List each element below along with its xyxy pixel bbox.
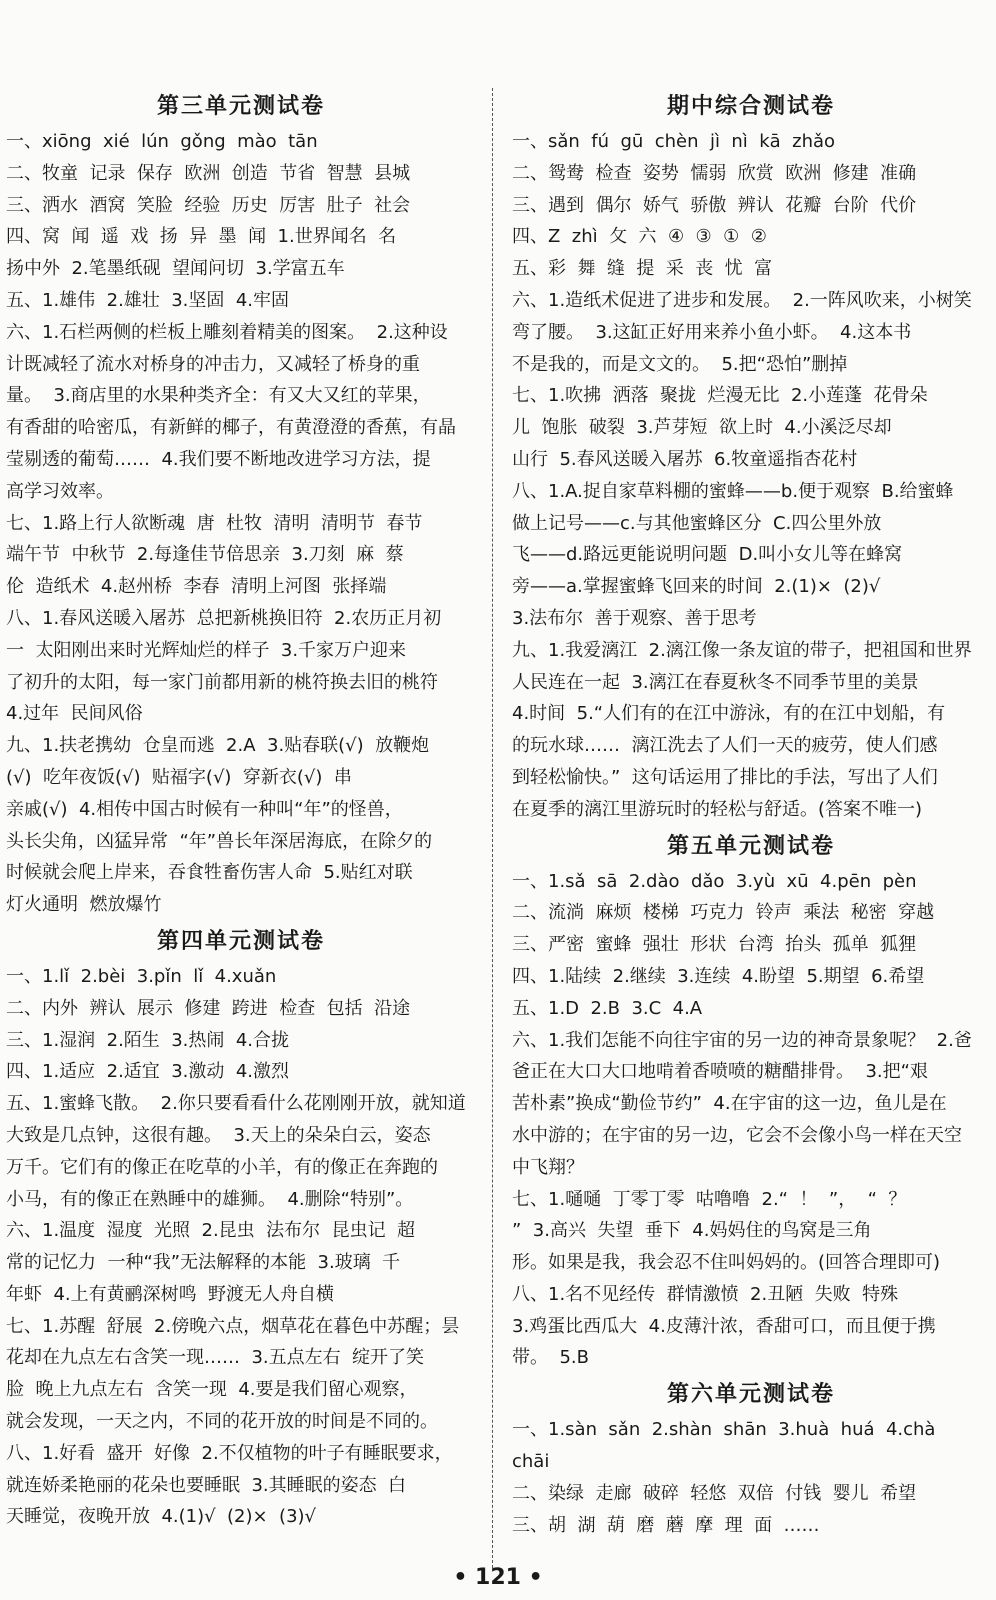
answer-line: 五、彩 舞 缝 提 采 丧 忧 富 xyxy=(512,258,773,280)
answer-line: 4.时间 5.“人们有的在江中游泳，有的在江中划船，有 xyxy=(512,703,946,725)
answer-line: 飞——d.路远更能说明问题 D.叫小女儿等在蜂窝 xyxy=(512,544,903,566)
answer-line: 端午节 中秋节 2.每逢佳节倍思亲 3.刀刻 麻 蔡 xyxy=(6,544,404,566)
answer-line: 3.法布尔 善于观察、善于思考 xyxy=(512,607,757,629)
section-title-unit3: 第三单元测试卷 xyxy=(156,93,325,119)
answer-line: 时候就会爬上岸来，吞食牲畜伤害人命 5.贴红对联 xyxy=(6,862,413,884)
answer-line: 六、1.石栏两侧的栏板上雕刻着精美的图案。 2.这种设 xyxy=(6,321,448,343)
answer-line: 中飞翔？ xyxy=(512,1156,584,1178)
answer-line: 花却在九点左右含笑一现…… 3.五点左右 绽开了笑 xyxy=(6,1347,425,1369)
midterm-answers xyxy=(512,126,990,826)
answer-line: 六、1.造纸术促进了进步和发展。 2.一阵风吹来，小树笑 xyxy=(512,289,972,311)
answer-line: chāi xyxy=(512,1451,550,1473)
answer-line: 脸 晚上九点左右 含笑一现 4.要是我们留心观察， xyxy=(6,1379,418,1401)
answer-line: 三、遇到 偶尔 娇气 骄傲 辨认 花瓣 台阶 代价 xyxy=(512,194,917,216)
answer-line: 三、洒水 酒窝 笑脸 经验 历史 厉害 肚子 社会 xyxy=(6,194,411,216)
answer-line: 一、1.sǎ sā 2.dào dǎo 3.yù xū 4.pēn pèn xyxy=(512,870,917,892)
answer-line: 八、1.春风送暖入屠苏 总把新桃换旧符 2.农历正月初 xyxy=(6,607,442,629)
answer-line: 计既减轻了流水对桥身的冲击力，又减轻了桥身的重 xyxy=(6,353,420,375)
unit6-answers xyxy=(512,1414,990,1541)
answer-line: ” 3.高兴 失望 垂下 4.妈妈住的鸟窝是三角 xyxy=(512,1220,872,1242)
unit4-answers xyxy=(6,961,476,1533)
answer-line: 了初升的太阳，每一家门前都用新的桃符换去旧的桃符 xyxy=(6,671,438,693)
answer-line: 五、1.雄伟 2.雄壮 3.坚固 4.牢固 xyxy=(6,289,290,311)
answer-line: 天睡觉，夜晚开放 4.(1)√ (2)× (3)√ xyxy=(6,1506,317,1528)
answer-line: 二、牧童 记录 保存 欧洲 创造 节省 智慧 县城 xyxy=(6,162,411,184)
answer-line: 水中游的；在宇宙的另一边，它会不会像小鸟一样在天空 xyxy=(512,1124,962,1146)
answer-line: 不是我的，而是文文的。 5.把“恐怕”删掉 xyxy=(512,353,848,375)
section-title-midterm: 期中综合测试卷 xyxy=(666,93,835,119)
answer-line: 七、1.路上行人欲断魂 唐 杜牧 清明 清明节 春节 xyxy=(6,512,423,534)
right-column xyxy=(512,86,990,1541)
answer-line: 在夏季的漓江里游玩时的轻松与舒适。(答案不唯一) xyxy=(512,798,923,820)
answer-line: 六、1.温度 湿度 光照 2.昆虫 法布尔 昆虫记 超 xyxy=(6,1220,416,1242)
answer-line: 七、1.吹拂 洒落 聚拢 烂漫无比 2.小莲蓬 花骨朵 xyxy=(512,385,928,407)
answer-line: 九、1.扶老携幼 仓皇而逃 2.A 3.贴春联(√) 放鞭炮 xyxy=(6,735,430,757)
answer-line: 高学习效率。 xyxy=(6,480,114,502)
answer-line: 三、1.湿润 2.陌生 3.热闹 4.合拢 xyxy=(6,1029,290,1051)
answer-line: 年虾 4.上有黄鹂深树鸣 野渡无人舟自横 xyxy=(6,1283,335,1305)
section-title-unit4: 第四单元测试卷 xyxy=(156,927,325,954)
answer-line: 3.鸡蛋比西瓜大 4.皮薄汁浓，香甜可口，而且便于携 xyxy=(512,1315,936,1337)
section-title-unit5: 第五单元测试卷 xyxy=(666,832,835,859)
answer-line: 扬中外 2.笔墨纸砚 望闻问切 3.学富五车 xyxy=(6,258,345,280)
answer-line: 二、染绿 走廊 破碎 轻悠 双倍 付钱 婴儿 希望 xyxy=(512,1482,917,1504)
answer-line: 大致是几点钟，这很有趣。 3.天上的朵朵白云，姿态 xyxy=(6,1124,431,1146)
answer-line: 七、1.苏醒 舒展 2.傍晚六点，烟草花在暮色中苏醒；昙 xyxy=(6,1315,460,1337)
left-column xyxy=(6,86,476,1533)
answer-line: 莹剔透的葡萄…… 4.我们要不断地改进学习方法，提 xyxy=(6,448,431,470)
answer-line: 常的记忆力 一种“我”无法解释的本能 3.玻璃 千 xyxy=(6,1252,401,1274)
answer-line: 人民连在一起 3.漓江在春夏秋冬不同季节里的美景 xyxy=(512,671,919,693)
answer-line: 八、1.好看 盛开 好像 2.不仅植物的叶子有睡眠要求， xyxy=(6,1442,453,1464)
answer-line: 旁——a.掌握蜜蜂飞回来的时间 2.(1)× (2)√ xyxy=(512,576,881,598)
answer-line: 二、内外 辨认 展示 修建 跨进 检查 包括 沿途 xyxy=(6,997,411,1019)
column-divider xyxy=(492,88,493,1568)
answer-line: 一、1.lǐ 2.bèi 3.pǐn lǐ 4.xuǎn xyxy=(6,965,277,987)
answer-line: 三、胡 湖 葫 磨 蘑 摩 理 面 …… xyxy=(512,1514,820,1536)
answer-line: 二、流淌 麻烦 楼梯 巧克力 铃声 乘法 秘密 穿越 xyxy=(512,902,935,924)
answer-line: 亲戚(√) 4.相传中国古时候有一种叫“年”的怪兽， xyxy=(6,798,403,820)
answer-line: 儿 饱胀 破裂 3.芦芽短 欲上时 4.小溪泛尽却 xyxy=(512,417,892,439)
answer-line: 四、1.陆续 2.继续 3.连续 4.盼望 5.期望 6.希望 xyxy=(512,965,925,987)
unit5-answers xyxy=(512,866,990,1375)
answer-line: 六、1.我们怎能不向往宇宙的另一边的神奇景象呢？ 2.爸 xyxy=(512,1029,972,1051)
answer-line: 二、鸳鸯 检查 姿势 懦弱 欣赏 欧洲 修建 准确 xyxy=(512,162,917,184)
answer-line: 四、Z zhì 攵 六 ④ ③ ① ② xyxy=(512,226,767,248)
answer-line: 伦 造纸术 4.赵州桥 李春 清明上河图 张择端 xyxy=(6,576,387,598)
answer-line: 三、严密 蜜蜂 强壮 形状 台湾 抬头 孤单 狐狸 xyxy=(512,934,917,956)
answer-line: 四、1.适应 2.适宜 3.激动 4.激烈 xyxy=(6,1061,290,1083)
answer-line: 七、1.嗵嗵 丁零丁零 咕噜噜 2.“ ！ ”， “ ？ xyxy=(512,1188,907,1210)
answer-line: 一、xiōng xié lún gǒng mào tān xyxy=(6,131,318,152)
answer-line: 万千。它们有的像正在吃草的小羊，有的像正在奔跑的 xyxy=(6,1156,438,1178)
answer-line: 八、1.A.捉自家草料棚的蜜蜂——b.便于观察 B.给蜜蜂 xyxy=(512,480,954,502)
answer-line: 的玩水球…… 漓江洗去了人们一天的疲劳，使人们感 xyxy=(512,735,938,757)
answer-line: 带。 5.B xyxy=(512,1347,589,1369)
answer-line: 有香甜的哈密瓜，有新鲜的椰子，有黄澄澄的香蕉，有晶 xyxy=(6,417,456,439)
answer-line: 五、1.蜜蜂飞散。 2.你只要看看什么花刚刚开放，就知道 xyxy=(6,1093,466,1115)
answer-line: 四、窝 闻 遥 戏 扬 异 墨 闻 1.世界闻名 名 xyxy=(6,226,397,248)
section-title-unit6: 第六单元测试卷 xyxy=(666,1381,835,1408)
answer-line: 形。如果是我，我会忍不住叫妈妈的。(回答合理即可) xyxy=(512,1252,941,1274)
answer-line: 一 太阳刚出来时光辉灿烂的样子 3.千家万户迎来 xyxy=(6,639,407,661)
answer-line: 山行 5.春风送暖入屠苏 6.牧童遥指杏花村 xyxy=(512,448,858,470)
unit3-answers xyxy=(6,126,476,921)
answer-line: 就连娇柔艳丽的花朵也要睡眠 3.其睡眠的姿态 白 xyxy=(6,1474,407,1496)
answer-line: 八、1.名不见经传 群情激愤 2.丑陋 失败 特殊 xyxy=(512,1283,899,1305)
answer-line: 弯了腰。 3.这缸正好用来养小鱼小虾。 4.这本书 xyxy=(512,321,912,343)
answer-line: 爸正在大口大口地啃着香喷喷的糖醋排骨。 3.把“艰 xyxy=(512,1061,928,1083)
answer-line: 到轻松愉快。” 这句话运用了排比的手法，写出了人们 xyxy=(512,766,938,788)
page-number: • 121 • xyxy=(453,1565,543,1590)
answer-line: 一、1.sàn sǎn 2.shàn shān 3.huà huá 4.chà xyxy=(512,1419,936,1441)
answer-line: (√) 吃年夜饭(√) 贴福字(√) 穿新衣(√) 串 xyxy=(6,766,352,788)
answer-line: 做上记号——c.与其他蜜蜂区分 C.四公里外放 xyxy=(512,512,882,534)
answer-line: 苦朴素”换成“勤俭节约” 4.在宇宙的这一边，鱼儿是在 xyxy=(512,1093,947,1115)
answer-line: 就会发现，一天之内，不同的花开放的时间是不同的。 xyxy=(6,1411,438,1433)
answer-line: 灯火通明 燃放爆竹 xyxy=(6,894,162,916)
answer-line: 量。 3.商店里的水果种类齐全：有又大又红的苹果， xyxy=(6,385,431,407)
answer-line: 五、1.D 2.B 3.C 4.A xyxy=(512,997,703,1019)
answer-line: 小马，有的像正在熟睡中的雄狮。 4.删除“特别”。 xyxy=(6,1188,414,1210)
answer-line: 九、1.我爱漓江 2.漓江像一条友谊的带子，把祖国和世界 xyxy=(512,639,972,661)
answer-line: 头长尖角，凶猛异常 “年”兽长年深居海底，在除夕的 xyxy=(6,830,433,852)
answer-line: 4.过年 民间风俗 xyxy=(6,703,143,725)
answer-line: 一、sǎn fú gū chèn jì nì kā zhǎo xyxy=(512,131,836,152)
